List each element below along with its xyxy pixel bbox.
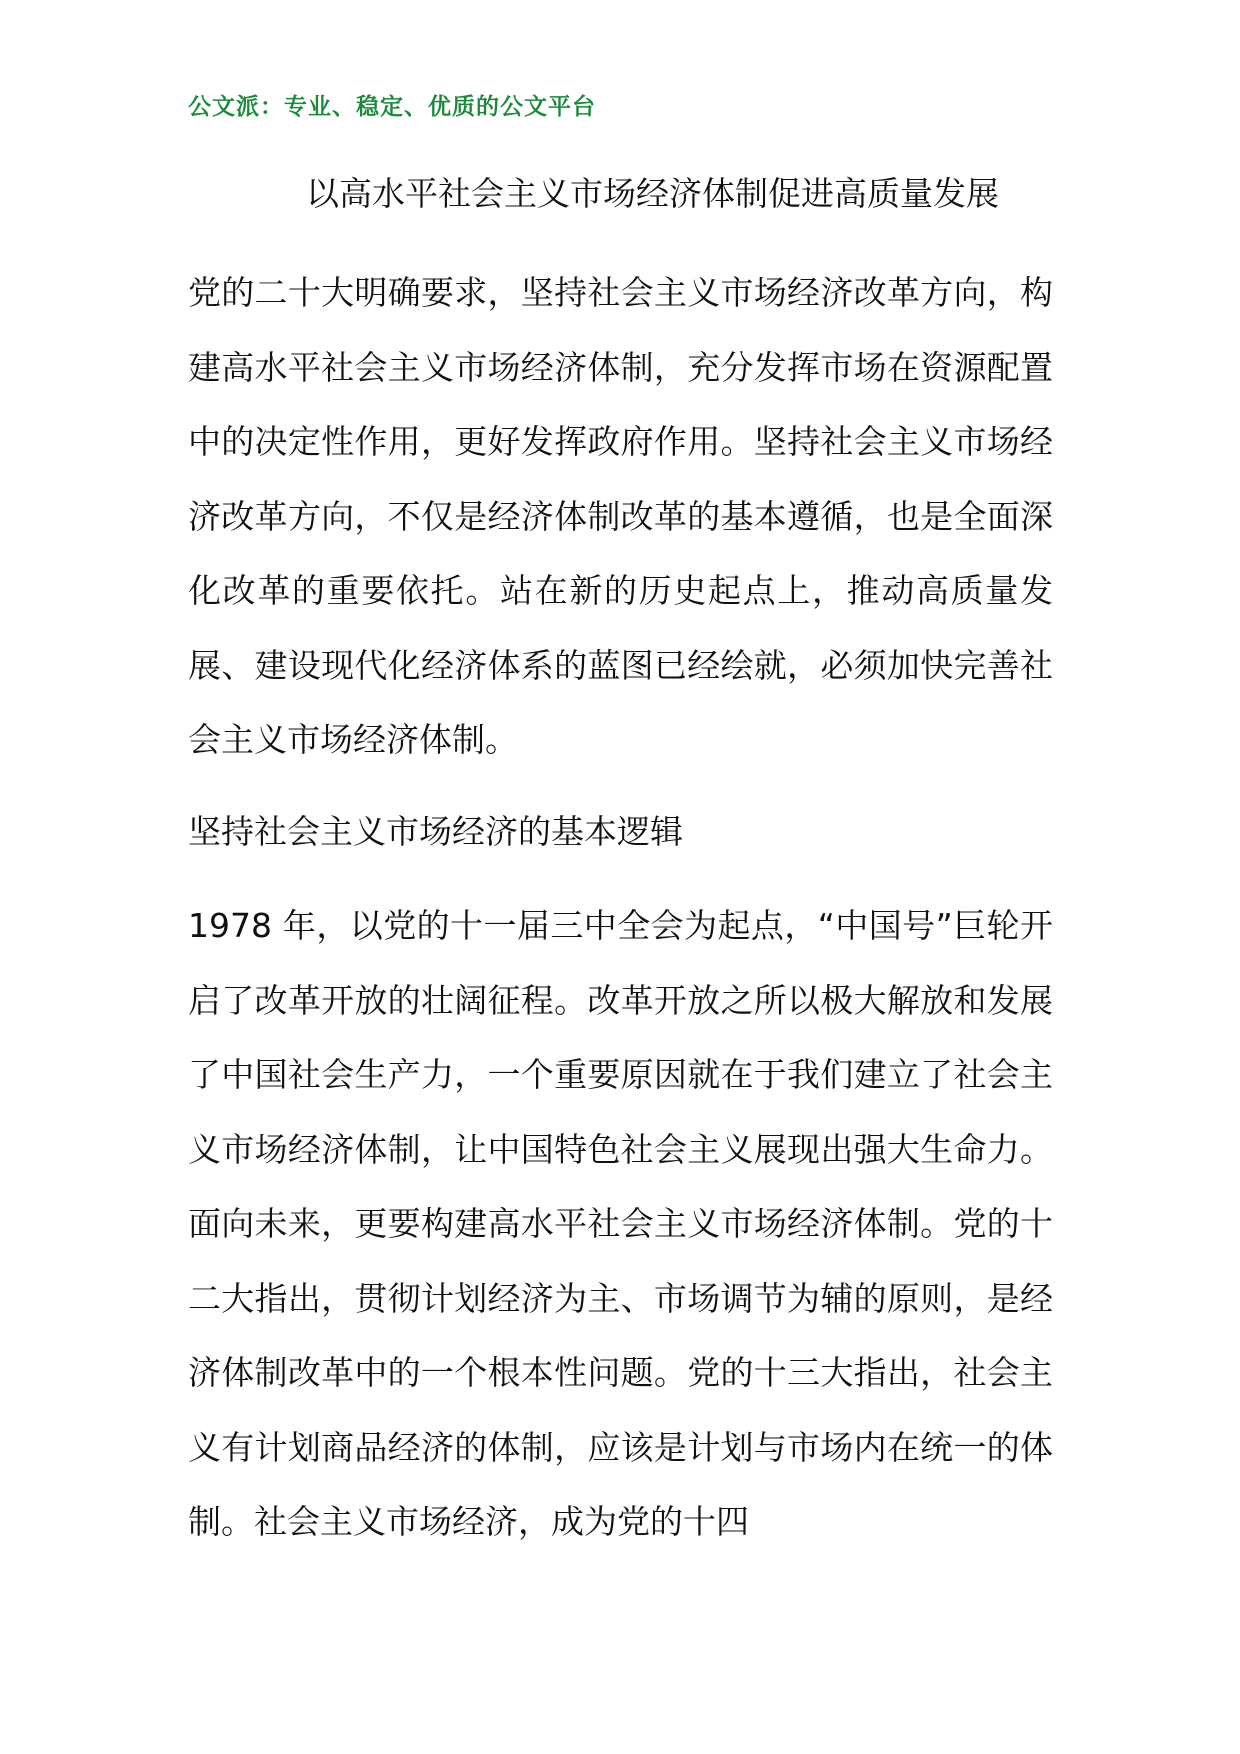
document-title: 以高水平社会主义市场经济体制促进高质量发展: [306, 174, 999, 213]
header-brand-text: 公文派：专业、稳定、优质的公文平台: [188, 94, 596, 120]
body-paragraph-1: 党的二十大明确要求，坚持社会主义市场经济改革方向，构建高水平社会主义市场经济体制，充分发挥市场在资源配置中的决定性作用，更好发挥政府作用。坚持社会主义市场经济改革方向，不仅是经济体制改革的基本遵循，也是全面深化改革的重要依托。站在新的历史起点上，推动高质量发展、建设现代化经济体系的蓝图已经绘就，必须加快完善社会主义市场经济体制。: [188, 273, 1053, 759]
body-paragraph-2: 1978 年，以党的十一届三中全会为起点，“中国号”巨轮开启了改革开放的壮阔征程。改革开放之所以极大解放和发展了中国社会生产力，一个重要原因就在于我们建立了社会主义市场经济体制，让中国特色社会主义展现出强大生命力。面向未来，更要构建高水平社会主义市场经济体制。党的十二大指出，贯彻计划经济为主、市场调节为辅的原则，是经济体制改革中的一个根本性问题。党的十三大指出，社会主义有计划商品经济的体制，应该是计划与市场内在统一的体制。社会主义市场经济，成为党的十四: [188, 906, 1053, 1541]
section-heading: 坚持社会主义市场经济的基本逻辑: [188, 812, 683, 851]
